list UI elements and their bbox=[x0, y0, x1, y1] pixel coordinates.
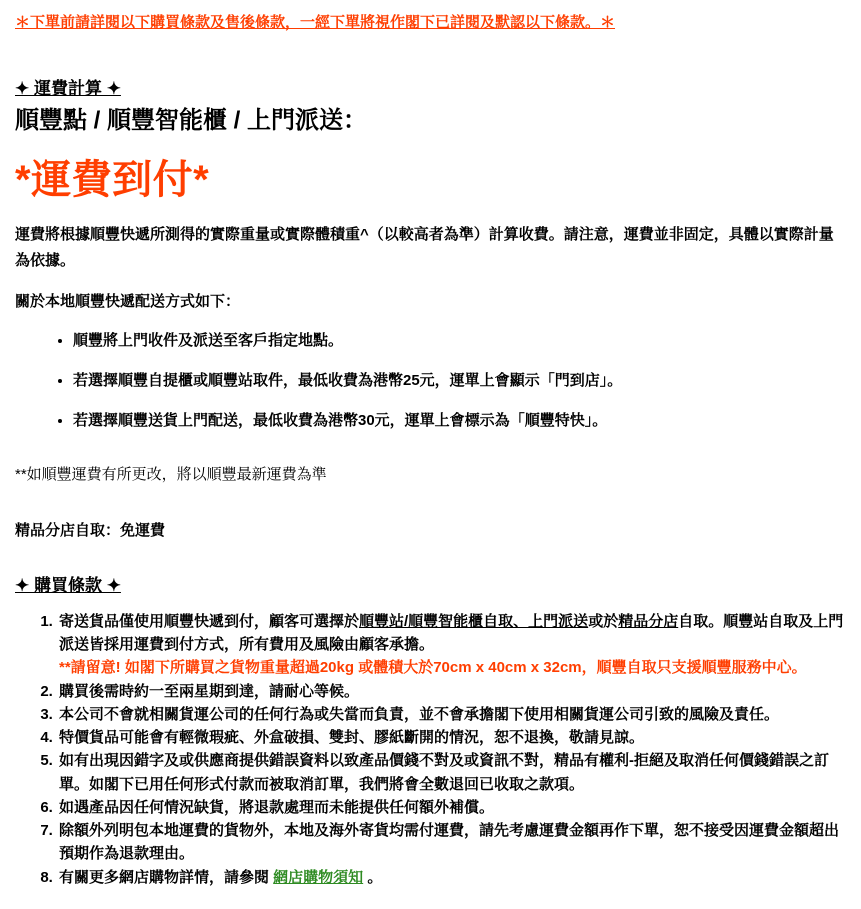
terms-item-5: 5. 如有出現因錯字及或供應商提供錯誤資料以致產品價錢不對及或資訊不對，精品有權利-拒絕及取消任何價錢錯誤之訂單。如閣下已用任何形式付款而被取消訂單，我們將會全數退回已收取之款項。 bbox=[57, 749, 846, 796]
delivery-method-item: • 若選擇順豐自提櫃或順豐站取件，最低收費為港幣25元，運單上會顯示「門到店」。 bbox=[73, 369, 846, 392]
terms-item-6: 6. 如遇產品因任何情況缺貨，將退款處理而未能提供任何額外補償。 bbox=[57, 796, 846, 819]
terms-item-2: 2. 購買後需時約一至兩星期到達，請耐心等候。 bbox=[57, 680, 846, 703]
store-pickup-note: 精品分店自取：免運費 bbox=[15, 521, 166, 539]
online-shopping-guide-link[interactable]: 網店購物須知 bbox=[273, 868, 364, 886]
delivery-options-subheading: 順豐點 / 順豐智能櫃 / 上門派送： bbox=[15, 107, 368, 135]
pre-order-notice: ＊下單前請詳閱以下購買條款及售後條款，一經下單將視作閣下已詳閱及默認以下條款。＊ bbox=[15, 14, 616, 31]
fee-change-note: **如順豐運費有所更改，將以順豐最新運費為準 bbox=[15, 466, 327, 484]
terms-item-3: 3. 本公司不會就相關貨運公司的任何行為或失當而負責，並不會承擔閣下使用相關貨運公司引致的風險及責任。 bbox=[57, 703, 846, 726]
terms-item-1-underlined-options: 順豐站/順豐智能櫃自取、上門派送 bbox=[359, 612, 589, 630]
freight-collect-title: *運費到付* bbox=[15, 158, 210, 203]
delivery-method-item: • 若選擇順豐送貨上門配送，最低收費為港幣30元，運單上會標示為「順豐特快」。 bbox=[73, 409, 846, 432]
terms-item-1: 1. 寄送貨品僅使用順豐快遞到付，顧客可選擇於順豐站/順豐智能櫃自取、上門派送或於精品分店自取。順豐站自取及上門派送皆採用運費到付方式，所有費用及風險由顧客承擔。 **請留意! 如閣下所購買之貨物重量超過20kg 或體積大於70cm x 40cm x 32cm，順豐自取只支援順豐服務中心。 bbox=[57, 610, 846, 680]
delivery-methods-list bbox=[15, 329, 846, 433]
terms-item-1-underlined-store: 精品分店 bbox=[618, 612, 679, 630]
delivery-method-item: • 順豐將上門收件及派送至客戶指定地點。 bbox=[73, 329, 846, 352]
terms-item-8: 8. 有關更多網店購物詳情，請參閱 網店購物須知 。 bbox=[57, 866, 846, 889]
weight-size-warning: **請留意! 如閣下所購買之貨物重量超過20kg 或體積大於70cm x 40cm x 32cm，順豐自取只支援順豐服務中心。 bbox=[59, 659, 807, 677]
shipping-fee-section-heading: ✦ 運費計算 ✦ bbox=[15, 79, 121, 98]
terms-item-4: 4. 特價貨品可能會有輕微瑕疵、外盒破損、雙封、膠紙斷開的情況，恕不退換，敬請見諒。 bbox=[57, 726, 846, 749]
shipping-fee-intro: 運費將根據順豐快遞所測得的實際重量或實際體積重^（以較高者為準）計算收費。請注意，運費並非固定，具體以實際計量為依據。 bbox=[15, 226, 834, 269]
terms-item-7: 7. 除額外列明包本地運費的貨物外，本地及海外寄貨均需付運費，請先考慮運費金額再作下單，恕不接受因運費金額超出預期作為退款理由。 bbox=[57, 819, 846, 866]
delivery-methods-title: 關於本地順豐快遞配送方式如下： bbox=[15, 293, 241, 311]
purchase-terms-heading: ✦ 購買條款 ✦ bbox=[15, 575, 121, 595]
purchase-terms-list bbox=[15, 610, 846, 889]
terms-item-1-text: 寄送貨品僅使用順豐快遞到付，顧客可選擇於 bbox=[59, 612, 360, 630]
